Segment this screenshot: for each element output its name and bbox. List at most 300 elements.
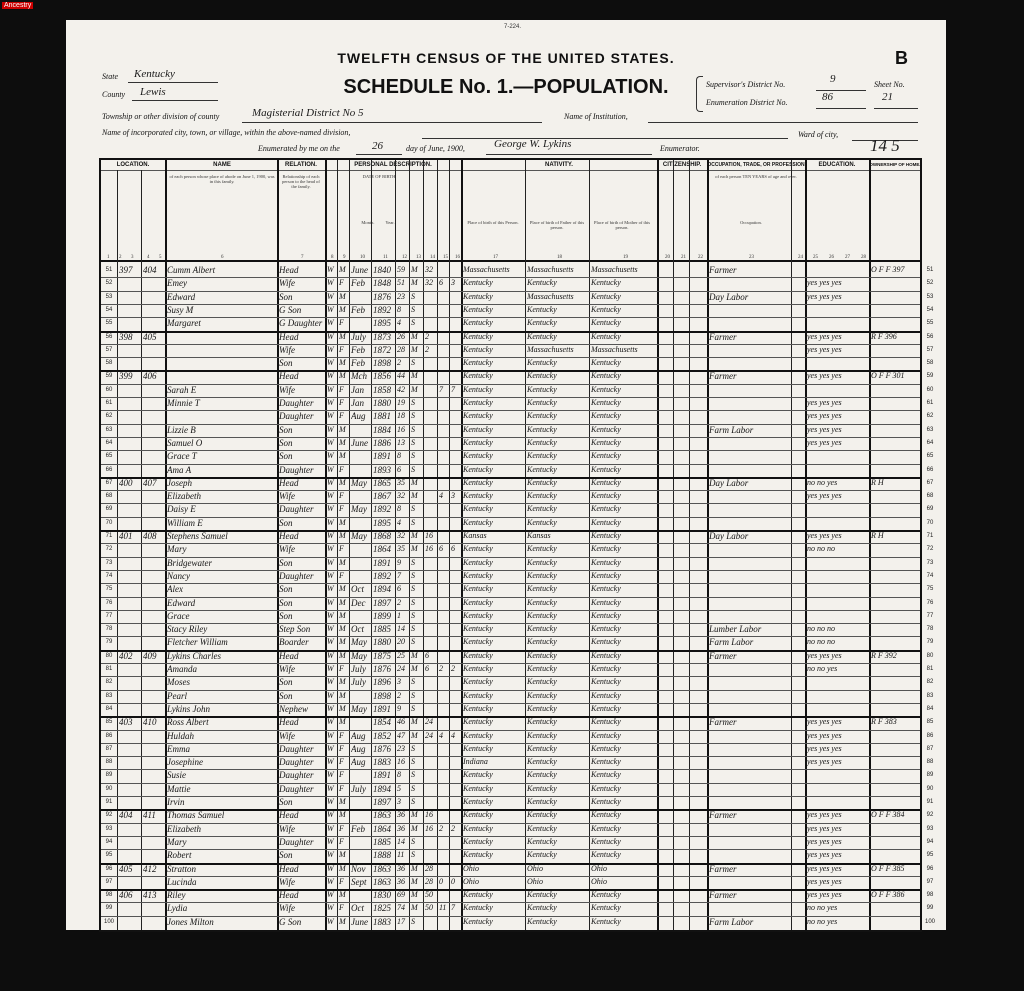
cell-ms: M xyxy=(411,730,418,740)
cell-mo xyxy=(351,464,370,476)
cell-ms: S xyxy=(411,517,415,527)
cell-occ xyxy=(709,610,790,622)
cell-bf: Kentucky xyxy=(527,584,557,594)
cell-bf: Kentucky xyxy=(527,544,557,554)
cell-ch xyxy=(439,570,448,582)
cell-ag: 16 xyxy=(397,757,405,767)
occupation-header: OCCUPATION, TRADE, OR PROFESSION xyxy=(707,162,805,168)
cell-fm xyxy=(143,849,164,861)
cell-ch xyxy=(439,503,448,515)
cell-rel: Wife xyxy=(279,544,295,555)
cell-own: O F F 385 xyxy=(871,863,905,873)
cell-lv: 7 xyxy=(451,384,455,394)
column-number: 9 xyxy=(343,255,346,260)
cell-fm: 410 xyxy=(143,717,157,728)
cell-own xyxy=(871,610,919,622)
table-row xyxy=(101,570,934,582)
cell-bf: Kentucky xyxy=(527,703,557,713)
cell-yr: 1876 xyxy=(373,743,391,754)
cell-occ: Farm Labor xyxy=(709,424,754,435)
cell-occ xyxy=(709,317,790,329)
cell-bm: Kentucky xyxy=(591,703,621,713)
cell-ln: 100 xyxy=(103,918,114,925)
cell-rel: Wife xyxy=(279,664,295,674)
cell-bf: Kentucky xyxy=(527,504,557,514)
cell-rel: Son xyxy=(279,557,293,568)
corner-tag: Ancestry xyxy=(4,2,32,9)
cell-ms: S xyxy=(411,464,415,474)
cell-co: W xyxy=(327,664,334,673)
cell-rel: Daughter xyxy=(279,743,314,754)
cell-ag: 32 xyxy=(397,531,405,540)
cell-ym xyxy=(425,317,436,329)
cell-ed xyxy=(807,557,868,569)
cell-bm: Kentucky xyxy=(591,398,621,407)
cell-name: Ama A xyxy=(167,464,192,475)
cell-bf: Kentucky xyxy=(527,318,557,328)
cell-bp: Indiana xyxy=(463,757,488,767)
cell-ch xyxy=(439,809,448,821)
cell-ag: 7 xyxy=(397,570,401,580)
cell-mo xyxy=(351,557,370,569)
column-number: 21 xyxy=(681,255,686,260)
cell-occ xyxy=(709,543,790,555)
cell-ch xyxy=(439,690,448,702)
cell-bp: Kentucky xyxy=(463,783,493,793)
cell-ch xyxy=(439,331,448,343)
cell-lv xyxy=(451,583,460,595)
cell-fm xyxy=(143,557,164,569)
cell-occ: Farmer xyxy=(709,890,737,901)
table-row xyxy=(101,823,934,835)
cell-co: W xyxy=(327,278,334,288)
cell-sx: F xyxy=(339,876,344,886)
cell-lv xyxy=(451,849,460,861)
cell-ed xyxy=(807,769,868,781)
cell-sx: F xyxy=(339,570,344,580)
cell-lv xyxy=(451,676,460,688)
cell-mo xyxy=(351,796,370,808)
cell-ym xyxy=(425,610,436,622)
cell-name xyxy=(167,357,276,369)
cell-dw xyxy=(119,902,140,914)
cell-mo xyxy=(351,424,370,436)
day-value: 26 xyxy=(372,140,383,152)
cell-ln-right: 88 xyxy=(926,759,934,766)
cell-own xyxy=(871,543,919,555)
table-row xyxy=(101,636,934,648)
ward-label: Ward of city, xyxy=(798,130,839,139)
cell-name: Josephine xyxy=(167,757,203,768)
cell-lv: 4 xyxy=(451,730,455,740)
cell-name: William E xyxy=(167,517,203,528)
cell-co: W xyxy=(327,437,334,447)
cell-ms: S xyxy=(411,304,415,314)
cell-fm xyxy=(143,823,164,835)
cell-own xyxy=(871,676,919,688)
cell-ms: M xyxy=(411,717,418,727)
cell-sx: M xyxy=(339,637,346,647)
cell-sx: F xyxy=(339,903,344,913)
table-row xyxy=(101,876,934,888)
cell-fm xyxy=(143,690,164,702)
cell-own xyxy=(871,517,919,529)
cell-bm: Kentucky xyxy=(591,770,621,780)
cell-mo: Feb xyxy=(351,344,365,355)
cell-bp: Kentucky xyxy=(463,411,493,421)
cell-lv xyxy=(451,477,460,489)
cell-occ xyxy=(709,397,790,409)
cell-co: W xyxy=(327,650,334,660)
cell-bm: Kentucky xyxy=(591,597,621,607)
cell-ch xyxy=(439,783,448,795)
cell-fm xyxy=(143,663,164,675)
cell-bf: Kentucky xyxy=(527,464,557,474)
cell-ln: 62 xyxy=(105,413,113,420)
cell-ln: 58 xyxy=(105,360,113,367)
cell-ym xyxy=(425,756,436,768)
enumerated-label: Enumerated by me on the xyxy=(258,144,340,153)
cell-ym xyxy=(425,583,436,595)
cell-co: W xyxy=(327,703,334,713)
cell-bm: Kentucky xyxy=(591,903,621,913)
cell-mo: Feb xyxy=(351,823,365,834)
cell-ag: 8 xyxy=(397,770,401,780)
column-number: 27 xyxy=(845,255,850,260)
cell-bm: Kentucky xyxy=(591,717,621,727)
cell-ch xyxy=(439,357,448,369)
cell-ag: 19 xyxy=(397,398,405,407)
cell-ym xyxy=(425,397,436,409)
cell-bf: Kentucky xyxy=(527,437,557,447)
cell-name: Edward xyxy=(167,597,196,608)
cell-sx: M xyxy=(339,677,346,687)
cell-rel: Son xyxy=(279,597,293,608)
table-row xyxy=(101,503,934,515)
cell-yr: 1886 xyxy=(373,437,391,448)
cell-ch xyxy=(439,370,448,382)
sheet-label: Sheet No. xyxy=(874,80,905,89)
cell-mo: Mch xyxy=(351,371,367,382)
cell-ed: yes yes yes xyxy=(807,850,842,860)
cell-rel: Head xyxy=(279,265,299,275)
cell-ms: S xyxy=(411,783,415,793)
cell-occ: Day Labor xyxy=(709,531,749,541)
column-number: 12 xyxy=(402,255,407,260)
cell-sx: M xyxy=(339,916,346,926)
cell-lv: 6 xyxy=(451,544,455,554)
table-row xyxy=(101,410,934,422)
cell-bf: Kentucky xyxy=(527,371,557,381)
cell-dw: 406 xyxy=(119,890,133,901)
cell-co: W xyxy=(327,850,334,860)
cell-rel: G Daughter xyxy=(279,318,323,329)
cell-co: W xyxy=(327,291,334,301)
township-underline xyxy=(242,122,542,123)
cell-dw xyxy=(119,583,140,595)
cell-mo: May xyxy=(351,650,367,661)
cell-sx: M xyxy=(339,371,346,381)
cell-rel: Head xyxy=(279,890,299,901)
cell-ag: 59 xyxy=(397,265,405,274)
cell-ln: 82 xyxy=(105,679,113,686)
cell-yr: 1884 xyxy=(373,424,391,435)
cell-ln-right: 59 xyxy=(926,373,934,380)
cell-ag: 8 xyxy=(397,451,401,461)
cell-occ xyxy=(709,304,790,316)
cell-bp: Kentucky xyxy=(463,278,493,288)
cell-own: R F 396 xyxy=(871,331,897,341)
cell-rel: Step Son xyxy=(279,624,311,635)
cell-fm xyxy=(143,317,164,329)
cell-name: Sarah E xyxy=(167,384,197,395)
cell-ch xyxy=(439,716,448,728)
cell-bp: Kentucky xyxy=(463,797,493,806)
cell-own: O F F 397 xyxy=(871,265,905,274)
cell-ln-right: 100 xyxy=(924,918,935,925)
cell-dw xyxy=(119,783,140,795)
cell-ed: yes yes yes xyxy=(807,398,842,407)
cell-ln: 54 xyxy=(105,306,113,313)
cell-ym: 24 xyxy=(425,717,433,727)
cell-co: W xyxy=(327,597,334,607)
cell-sx: F xyxy=(339,783,344,793)
cell-occ xyxy=(709,570,790,582)
cell-rel: Daughter xyxy=(279,570,314,581)
cell-own xyxy=(871,291,919,303)
cell-ed xyxy=(807,264,868,276)
cell-rel: Daughter xyxy=(279,836,314,847)
cell-occ xyxy=(709,464,790,476)
cell-lv xyxy=(451,437,460,449)
cell-ed: no no yes xyxy=(807,664,838,673)
cell-dw xyxy=(119,543,140,555)
form-number: 7-224. xyxy=(504,24,522,30)
cell-rel: Head xyxy=(279,650,299,661)
cell-ln-right: 71 xyxy=(926,533,934,539)
cell-mo: July xyxy=(351,664,366,674)
cell-ym xyxy=(425,796,436,808)
table-row xyxy=(101,650,934,662)
cell-sx: M xyxy=(339,890,346,900)
cell-mo: Feb xyxy=(351,278,365,289)
cell-lv xyxy=(451,304,460,316)
cell-bf: Kentucky xyxy=(527,517,557,527)
cell-ag: 14 xyxy=(397,836,405,846)
cell-ed: yes yes yes xyxy=(807,331,842,341)
cell-mo xyxy=(351,716,370,728)
enumerator-value: George W. Lykins xyxy=(494,138,572,150)
cell-lv: 2 xyxy=(451,823,455,833)
cell-ch xyxy=(439,769,448,781)
cell-ym: 50 xyxy=(425,890,433,900)
cell-occ xyxy=(709,450,790,462)
cell-name: Robert xyxy=(167,850,192,861)
cell-lv xyxy=(451,344,460,356)
cell-lv xyxy=(451,636,460,648)
cell-lv xyxy=(451,743,460,755)
cell-lv: 7 xyxy=(451,903,455,913)
column-number: 5 xyxy=(159,255,162,260)
cell-ln-right: 55 xyxy=(926,320,934,327)
cell-ed: yes yes yes xyxy=(807,730,842,740)
cell-ag: 4 xyxy=(397,517,401,527)
cell-bm: Kentucky xyxy=(591,371,621,381)
cell-ln: 92 xyxy=(105,812,113,819)
cell-name: Elizabeth xyxy=(167,491,201,502)
cell-sx: M xyxy=(339,597,346,607)
cell-ln: 73 xyxy=(105,559,113,566)
cell-mo xyxy=(351,517,370,529)
cell-ym xyxy=(425,849,436,861)
cell-occ: Farm Labor xyxy=(709,916,754,927)
cell-bm: Massachusetts xyxy=(591,265,638,274)
cell-ed: no no no xyxy=(807,637,835,647)
cell-ch: 6 xyxy=(439,278,443,288)
cell-rel: Wife xyxy=(279,278,295,289)
cell-rel: Wife xyxy=(279,344,295,355)
cell-ym xyxy=(425,690,436,702)
cell-bm: Kentucky xyxy=(591,890,621,900)
cell-bp: Kentucky xyxy=(463,517,493,527)
cell-own xyxy=(871,730,919,742)
cell-ch xyxy=(439,849,448,861)
table-row xyxy=(101,796,934,808)
cell-lv xyxy=(451,357,460,369)
cell-dw xyxy=(119,384,140,396)
cell-sx: F xyxy=(339,384,344,394)
cell-ed: yes yes yes xyxy=(807,424,842,434)
table-row xyxy=(101,676,934,688)
cell-co: W xyxy=(327,411,334,421)
cell-ed xyxy=(807,690,868,702)
cell-sx: M xyxy=(339,624,346,634)
cell-yr: 1898 xyxy=(373,690,391,701)
cell-ym xyxy=(425,836,436,848)
cell-dw xyxy=(119,410,140,422)
cell-co: W xyxy=(327,398,334,407)
cell-ms: S xyxy=(411,291,415,301)
cell-ln: 57 xyxy=(105,346,113,353)
cell-ym xyxy=(425,503,436,515)
cell-ln-right: 98 xyxy=(926,892,934,899)
cell-fm: 409 xyxy=(143,650,157,661)
cell-dw xyxy=(119,437,140,449)
cell-sx: M xyxy=(339,557,346,567)
cell-rel: Head xyxy=(279,810,299,821)
cell-occ xyxy=(709,277,790,289)
cell-rel: Son xyxy=(279,437,293,448)
cell-bf: Massachusetts xyxy=(527,291,574,301)
cell-co: W xyxy=(327,610,334,620)
table-row xyxy=(101,716,934,728)
cell-fm xyxy=(143,730,164,742)
cell-ag: 13 xyxy=(397,437,405,447)
column-number: 2 xyxy=(119,255,122,260)
cell-yr: 1868 xyxy=(373,531,391,541)
cell-name: Cumm Albert xyxy=(167,265,216,275)
cell-lv: 3 xyxy=(451,278,455,288)
cell-own: R F 392 xyxy=(871,650,897,660)
header-rule xyxy=(101,260,920,262)
cell-ln: 94 xyxy=(105,838,113,845)
cell-ag: 11 xyxy=(397,850,405,860)
cell-ym xyxy=(425,477,436,489)
cell-bf: Kentucky xyxy=(527,384,557,394)
cell-dw xyxy=(119,610,140,622)
cell-occ xyxy=(709,756,790,768)
cell-co: W xyxy=(327,371,334,381)
cell-bm: Kentucky xyxy=(591,437,621,447)
cell-bm: Kentucky xyxy=(591,504,621,514)
cell-ch xyxy=(439,424,448,436)
cell-lv xyxy=(451,370,460,382)
cell-name: Moses xyxy=(167,677,190,688)
cell-fm xyxy=(143,384,164,396)
cell-ln: 67 xyxy=(105,479,113,486)
cell-ln-right: 78 xyxy=(926,626,934,633)
cell-ln-right: 75 xyxy=(926,586,934,593)
cell-ag: 2 xyxy=(397,597,401,607)
enumeration-label: Enumeration District No. xyxy=(706,98,788,107)
institution-label: Name of Institution, xyxy=(564,112,628,121)
cell-ed xyxy=(807,796,868,808)
cell-bf: Kentucky xyxy=(527,557,557,567)
cell-ed xyxy=(807,503,868,515)
cell-ln-right: 93 xyxy=(926,825,934,832)
cell-ms: S xyxy=(411,850,415,860)
cell-name: Stacy Riley xyxy=(167,624,208,635)
cell-ln-right: 57 xyxy=(926,346,934,353)
cell-name: Daisy E xyxy=(167,504,196,515)
county-value: Lewis xyxy=(140,86,166,98)
cell-mo: May xyxy=(351,477,367,488)
cell-own xyxy=(871,769,919,781)
cell-bf: Kentucky xyxy=(527,358,557,368)
table-row xyxy=(101,690,934,702)
cell-ln-right: 53 xyxy=(926,293,934,300)
cell-dw xyxy=(119,557,140,569)
cell-ln-right: 73 xyxy=(926,559,934,566)
cell-fm: 412 xyxy=(143,863,157,874)
cell-mo: July xyxy=(351,677,366,688)
cell-ln: 93 xyxy=(105,825,113,832)
cell-name: Joseph xyxy=(167,477,192,488)
cell-own xyxy=(871,836,919,848)
cell-occ xyxy=(709,410,790,422)
cell-bp: Kentucky xyxy=(463,371,493,381)
cell-own xyxy=(871,703,919,715)
cell-co: W xyxy=(327,358,334,368)
cell-own xyxy=(871,783,919,795)
cell-fm xyxy=(143,676,164,688)
cell-ch xyxy=(439,317,448,329)
cell-bm: Kentucky xyxy=(591,836,621,846)
cell-yr: 1840 xyxy=(373,265,391,275)
cell-ln-right: 66 xyxy=(926,466,934,473)
cell-ln-right: 65 xyxy=(926,453,934,460)
cell-bm: Kentucky xyxy=(591,743,621,753)
column-number: 19 xyxy=(623,255,628,260)
cell-ed xyxy=(807,357,868,369)
cell-dw: 405 xyxy=(119,863,133,874)
cell-fm xyxy=(143,543,164,555)
column-number: 23 xyxy=(749,255,754,260)
supervisor-value: 9 xyxy=(830,73,836,85)
cell-rel: Son xyxy=(279,584,293,595)
cell-name: Jones Milton xyxy=(167,916,214,927)
cell-ln: 87 xyxy=(105,745,113,752)
